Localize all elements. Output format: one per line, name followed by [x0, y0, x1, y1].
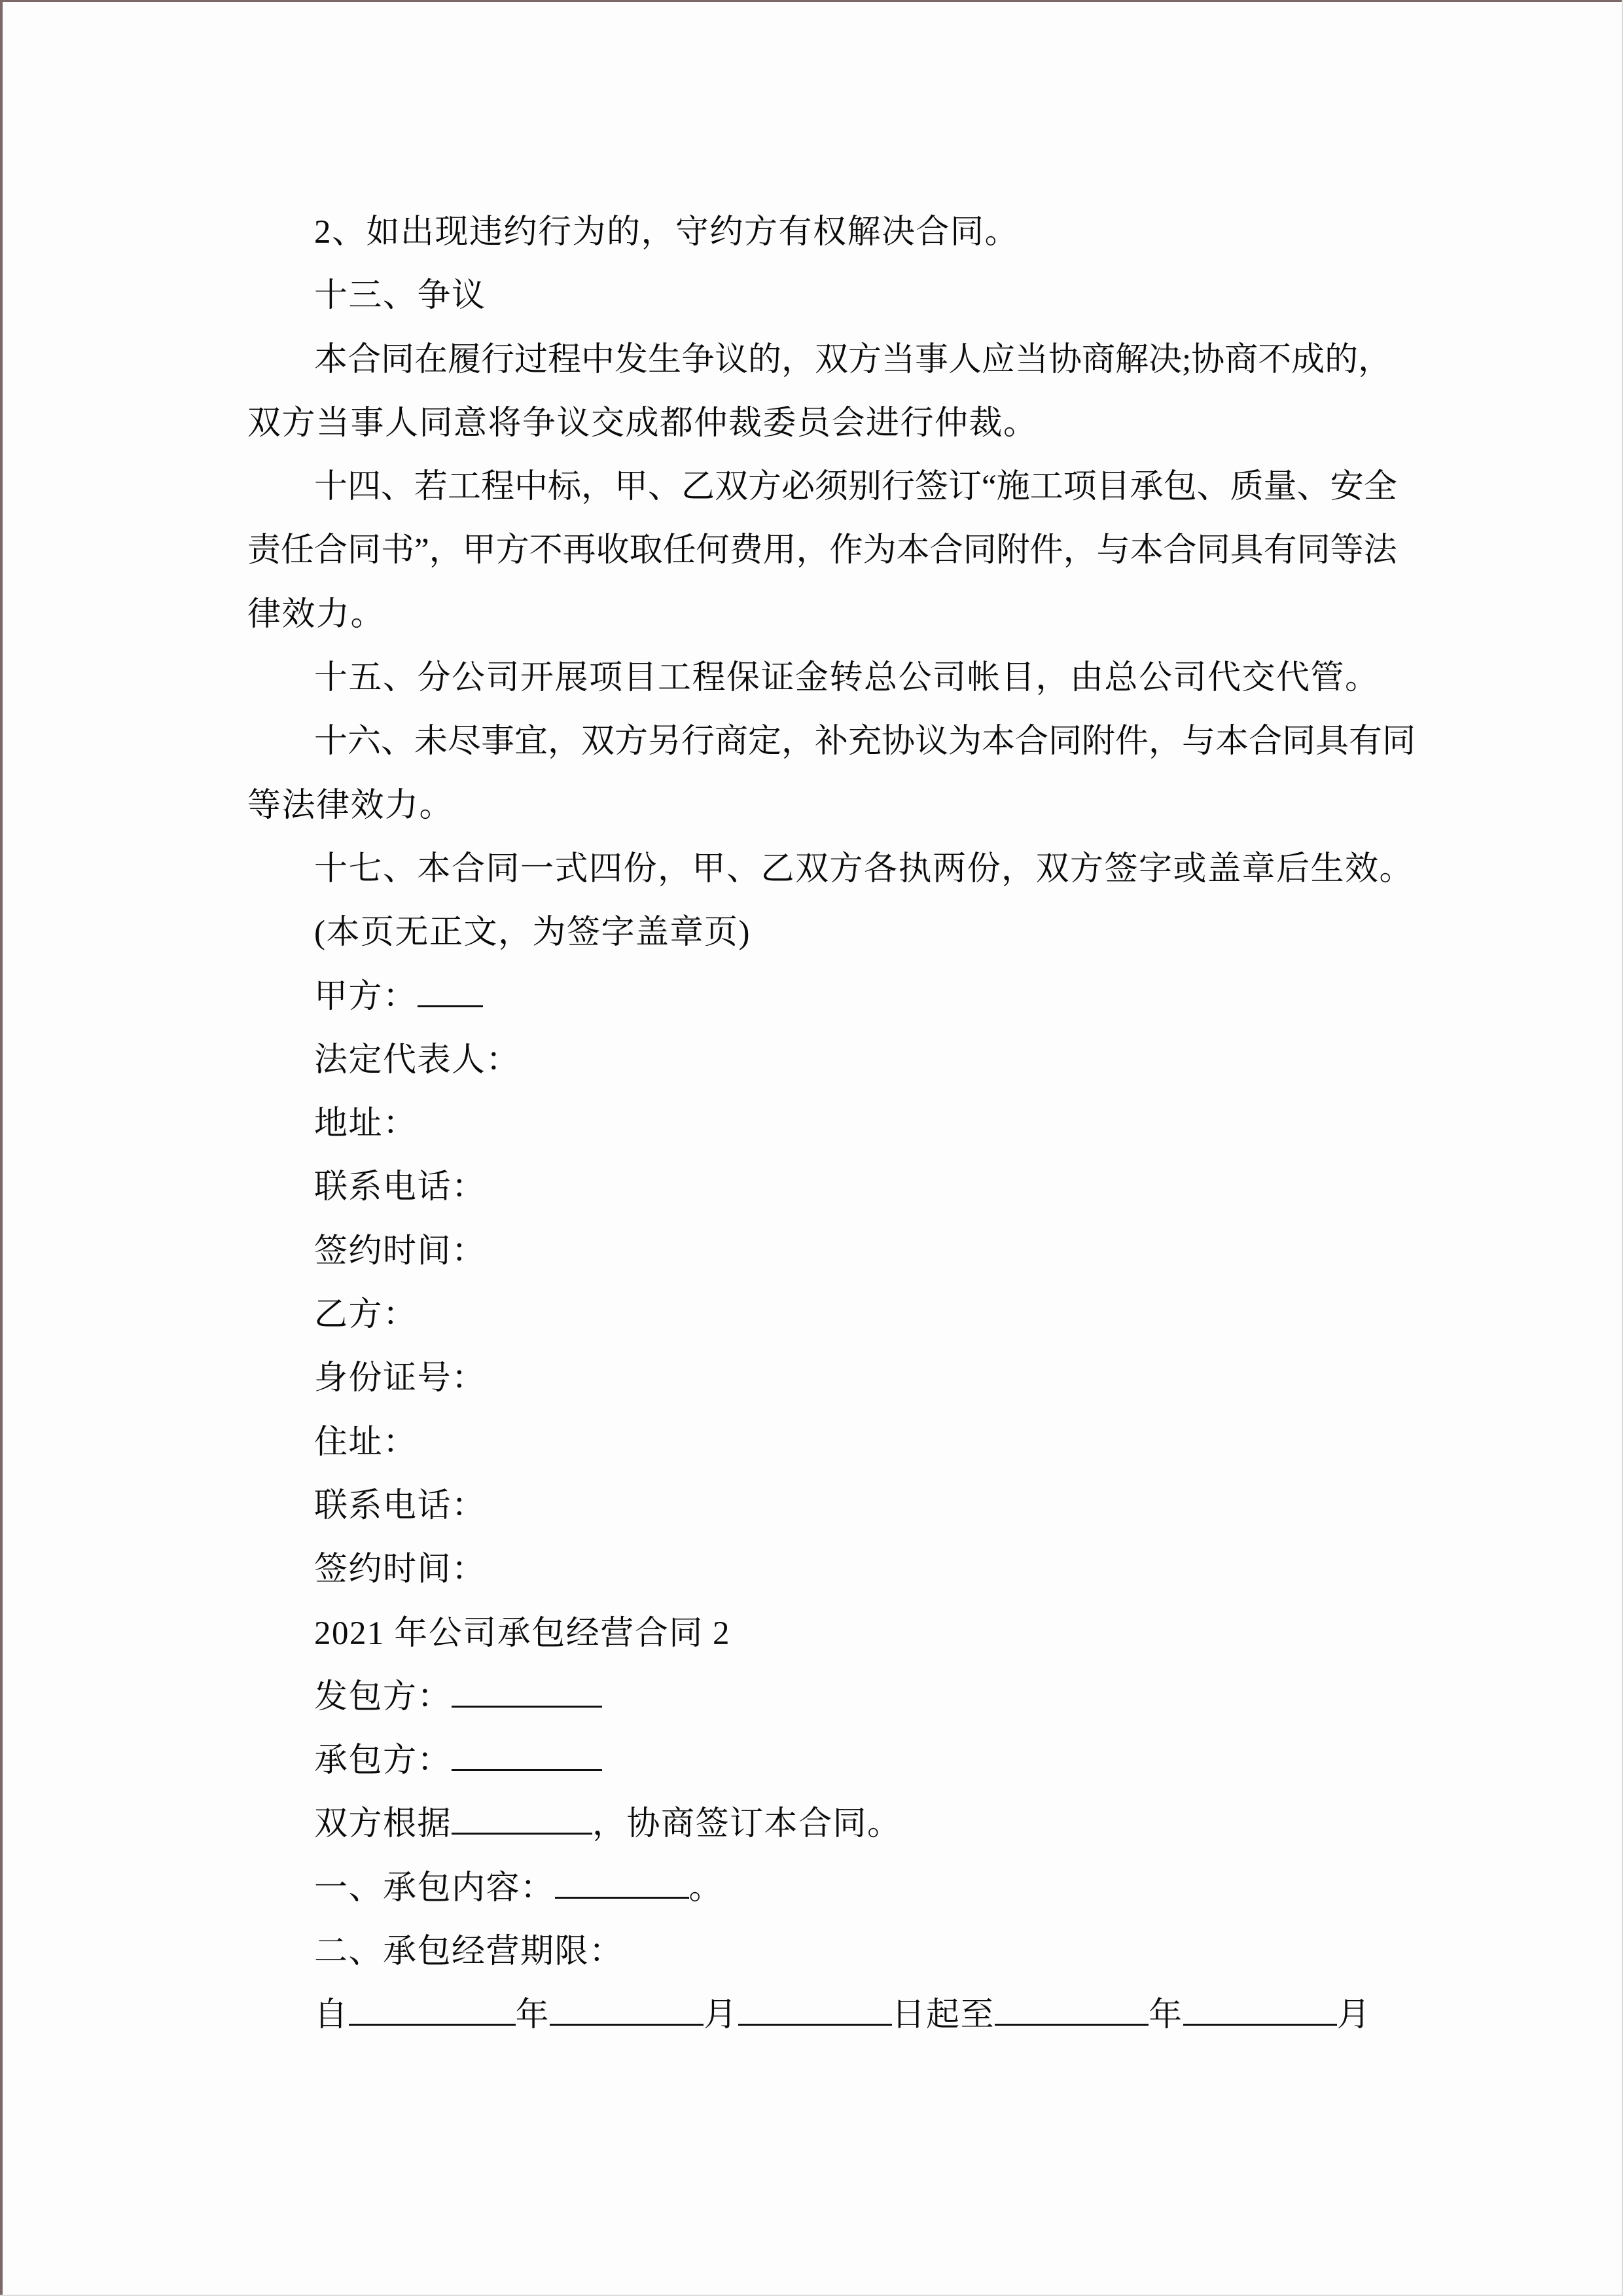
doc-line-basis-line	[247, 1793, 1404, 1856]
doc-text: 自	[314, 1997, 349, 2034]
doc-line-clause-14-line-3	[247, 583, 1404, 647]
fill-in-blank	[1183, 2018, 1337, 2026]
doc-text: 2、如出现违约行为的，守约方有权解决合同。	[314, 214, 1020, 251]
doc-line-contract-2-title	[247, 1602, 1404, 1666]
doc-text: 签约时间：	[314, 1551, 486, 1588]
fill-in-blank	[550, 2018, 704, 2026]
doc-line-party-a-sign-date	[247, 1220, 1404, 1283]
doc-line-party-b-label	[247, 1283, 1404, 1347]
doc-text: 十三、争议	[314, 278, 486, 315]
doc-line-signature-page-note	[247, 901, 1404, 965]
doc-line-party-b-sign-date	[247, 1538, 1404, 1602]
doc-line-party-a-label	[247, 965, 1404, 1029]
page-left-edge	[0, 0, 3, 2296]
doc-text: 发包方：	[314, 1678, 452, 1715]
doc-text: 责任合同书”，甲方不再收取任何费用，作为本合同附件，与本合同具有同等法	[247, 532, 1397, 569]
doc-text: 双方根据	[314, 1806, 452, 1843]
doc-text: 住址：	[314, 1424, 418, 1461]
doc-line-party-b-phone	[247, 1475, 1404, 1538]
doc-line-item-1-content	[247, 1857, 1404, 1920]
doc-line-party-b-address	[247, 1411, 1404, 1475]
doc-text: 一、承包内容：	[314, 1869, 555, 1907]
doc-line-clause-14-line-1	[247, 456, 1404, 519]
doc-text: 等法律效力。	[247, 787, 454, 824]
doc-text: 法定代表人：	[314, 1041, 521, 1079]
doc-text: 联系电话：	[314, 1169, 486, 1206]
doc-line-clause-15	[247, 647, 1404, 710]
doc-line-heading-13-dispute	[247, 264, 1404, 328]
fill-in-blank	[452, 1764, 602, 1771]
fill-in-blank	[418, 1000, 483, 1007]
doc-text: 地址：	[314, 1105, 418, 1143]
doc-text: 十六、未尽事宜，双方另行商定，补充协议为本合同附件，与本合同具有同	[314, 723, 1416, 761]
doc-text: 乙方：	[314, 1297, 418, 1334]
doc-text: 年	[515, 1997, 550, 2034]
doc-line-clause-16-line-2	[247, 774, 1404, 838]
doc-text: 二、承包经营期限：	[314, 1933, 624, 1971]
doc-text: 月	[704, 1997, 738, 2034]
page-top-edge	[0, 0, 1623, 2]
doc-line-clause-16-line-1	[247, 710, 1416, 774]
doc-text: 本合同在履行过程中发生争议的，双方当事人应当协商解决;协商不成的，	[314, 341, 1392, 378]
doc-line-party-a-legal-rep	[247, 1029, 1404, 1092]
doc-text: 。	[688, 1869, 724, 1907]
fill-in-blank	[452, 1827, 592, 1835]
doc-text: 律效力。	[247, 596, 385, 633]
doc-line-employer-blank	[247, 1666, 1404, 1729]
doc-text: 十五、分公司开展项目工程保证金转总公司帐目，由总公司代交代管。	[314, 660, 1380, 697]
doc-line-party-a-address	[247, 1092, 1404, 1156]
doc-line-clause-13-line-1	[247, 329, 1404, 392]
fill-in-blank	[555, 1892, 689, 1899]
fill-in-blank	[349, 2018, 516, 2026]
doc-line-clause-14-line-2	[247, 519, 1404, 583]
fill-in-blank	[995, 2018, 1149, 2026]
doc-text: (本页无正文，为签字盖章页)	[314, 914, 751, 952]
doc-line-term-date-line	[247, 1984, 1404, 2047]
doc-line-clause-12-item-2	[247, 201, 1404, 264]
doc-text: 双方当事人同意将争议交成都仲裁委员会进行仲裁。	[247, 404, 1038, 442]
doc-text: 十四、若工程中标，甲、乙双方必须别行签订“施工项目承包、质量、安全	[314, 469, 1397, 506]
doc-text: 联系电话：	[314, 1487, 486, 1524]
fill-in-blank	[738, 2018, 892, 2026]
doc-line-item-2-term-heading	[247, 1920, 1404, 1984]
doc-line-clause-17	[247, 838, 1414, 901]
doc-text: ，协商签订本合同。	[592, 1806, 902, 1843]
fill-in-blank	[452, 1700, 602, 1708]
doc-line-party-a-phone	[247, 1156, 1404, 1219]
doc-line-clause-13-line-2	[247, 392, 1404, 456]
doc-line-party-b-id-number	[247, 1347, 1404, 1410]
contract-text-body	[247, 201, 1416, 2048]
doc-text: 日起至	[891, 1997, 995, 2034]
doc-text: 签约时间：	[314, 1232, 486, 1270]
doc-text: 甲方：	[314, 978, 418, 1015]
doc-text: 身份证号：	[314, 1360, 486, 1397]
doc-text: 承包方：	[314, 1742, 452, 1780]
doc-text: 月	[1336, 1997, 1372, 2034]
doc-line-contractor-blank	[247, 1729, 1404, 1793]
doc-text: 十七、本合同一式四份，甲、乙双方各执两份，双方签字或盖章后生效。	[314, 850, 1414, 888]
doc-text: 年	[1149, 1997, 1183, 2034]
doc-text: 2021 年公司承包经营合同 2	[314, 1615, 731, 1652]
